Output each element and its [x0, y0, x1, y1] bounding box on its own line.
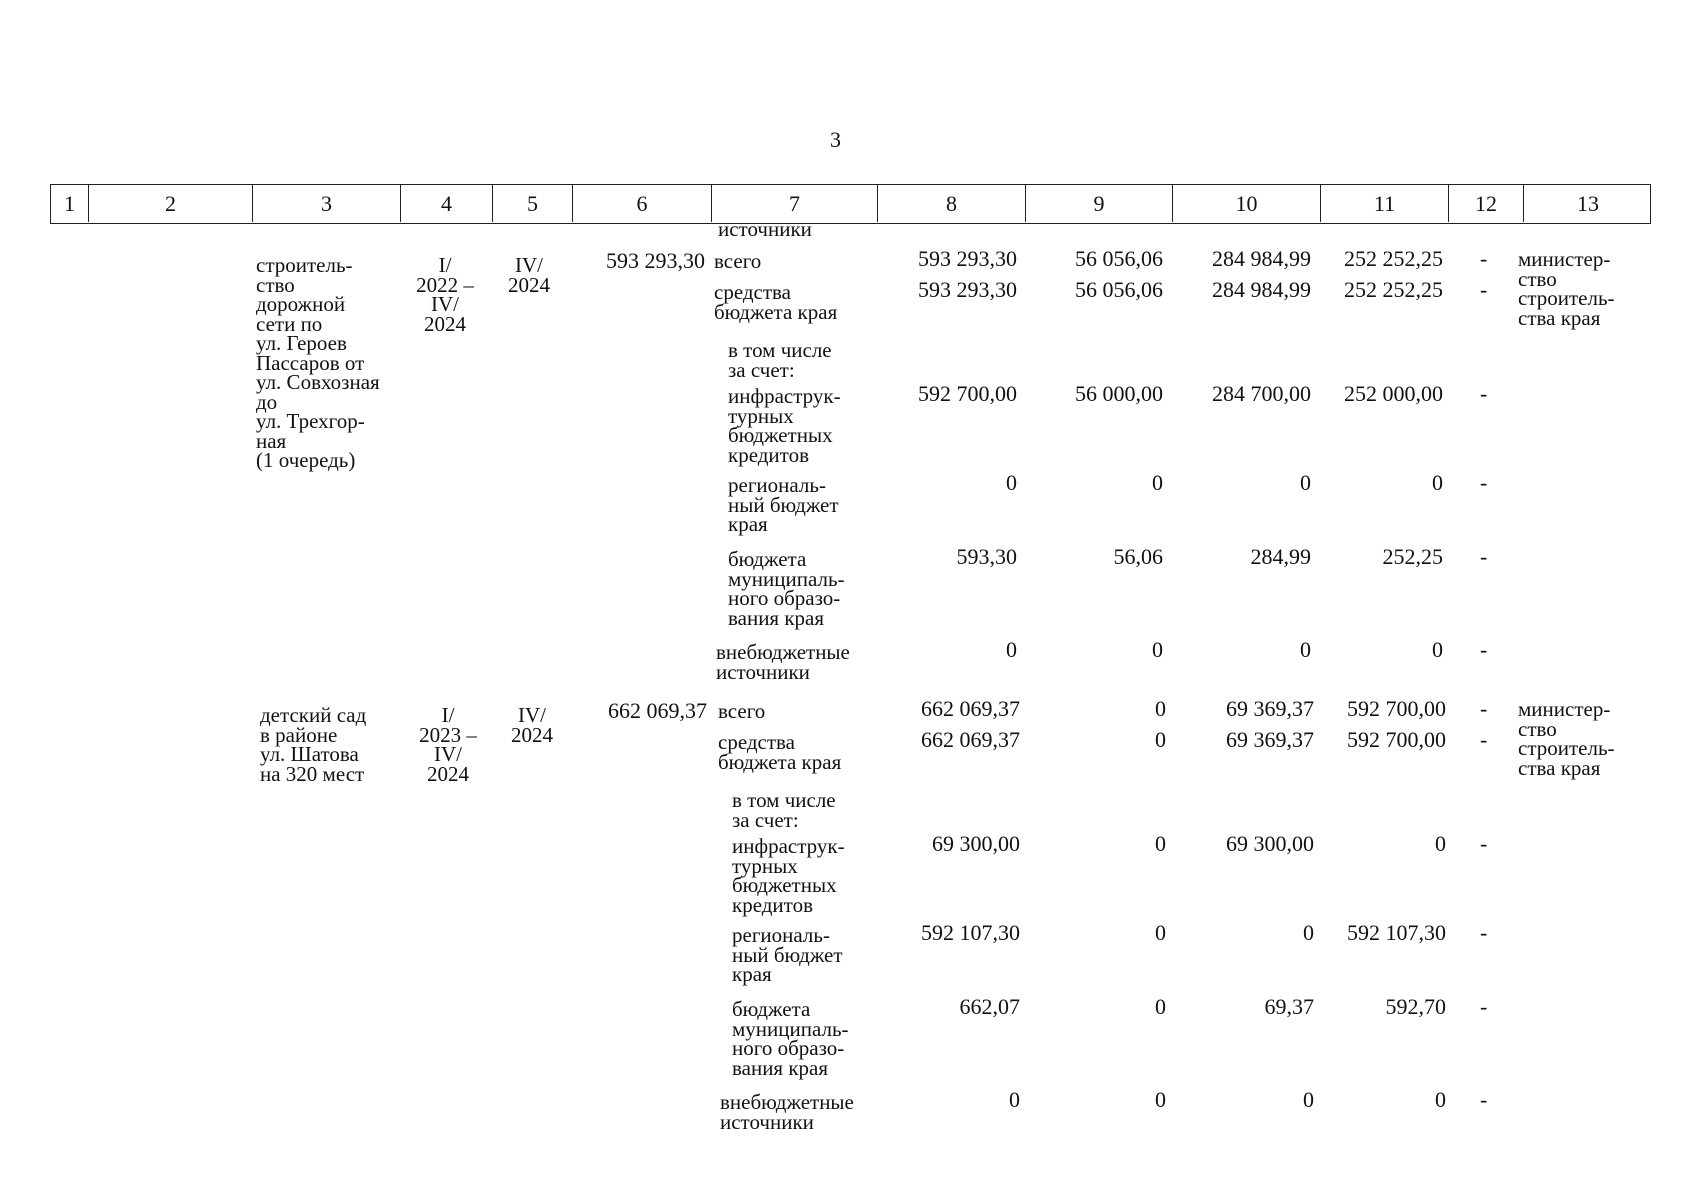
cell-c12: -	[1480, 246, 1488, 271]
project-name-line: сети по	[256, 311, 323, 336]
cell-c8: 592 107,30	[921, 920, 1020, 945]
funding-label	[728, 338, 832, 382]
cell-c10: 69 369,37	[1226, 696, 1314, 721]
cell-c12: -	[1480, 994, 1488, 1019]
cell-c8: 662,07	[959, 994, 1020, 1019]
funding-label-line: региональ-	[728, 473, 826, 497]
header-col-9: 9	[1026, 185, 1173, 222]
cell-c11: 0	[1435, 831, 1446, 856]
funding-label-line: средства	[714, 280, 792, 304]
funding-label-line: всего	[718, 699, 766, 723]
cell-c11: 252,25	[1382, 544, 1443, 569]
cell-c12: -	[1480, 696, 1488, 721]
cell-c9: 56 000,00	[1075, 381, 1163, 406]
header-col-10: 10	[1173, 185, 1321, 222]
cell-c11: 252 252,25	[1344, 277, 1443, 302]
table-header-row	[50, 184, 1651, 224]
funding-label-line: бюджета	[728, 547, 807, 571]
cell-c12: -	[1480, 637, 1488, 662]
cell-c11: 592,70	[1385, 994, 1446, 1019]
project-name-line: на 320 мест	[260, 761, 365, 786]
project-start-line: IV/	[431, 292, 459, 316]
responsible-org-line: ства края	[1518, 305, 1601, 330]
header-col-11: 11	[1321, 185, 1449, 222]
funding-label-line: бюджета края	[718, 749, 842, 774]
cell-c8: 662 069,37	[921, 727, 1020, 752]
responsible-org-line: министер-	[1518, 697, 1611, 721]
header-col-2: 2	[89, 185, 253, 222]
project-name-line: ул. Трехгор-	[256, 409, 365, 433]
cell-c12: -	[1480, 1087, 1488, 1112]
page-number: 3	[830, 127, 841, 152]
responsible-org-line: ство	[1518, 266, 1557, 291]
cell-c12: -	[1480, 920, 1488, 945]
responsible-org-line: министер-	[1518, 247, 1611, 271]
cell-c12: -	[1480, 470, 1488, 495]
cell-c9: 56,06	[1113, 544, 1163, 569]
project-start-line: I/	[438, 253, 452, 277]
funding-label-line: бюджетных	[732, 873, 837, 897]
header-col-8: 8	[878, 185, 1026, 222]
cell-c11: 252 252,25	[1344, 246, 1443, 271]
cell-c12: -	[1480, 544, 1488, 569]
funding-label-line: бюджета	[732, 997, 811, 1021]
cell-c8: 0	[1006, 637, 1017, 662]
funding-label	[718, 699, 766, 723]
funding-label-line: средства	[718, 730, 796, 754]
funding-label-line: инфраструк-	[728, 384, 841, 408]
funding-label-line: бюджетных	[728, 423, 833, 447]
cell-c10: 69,37	[1264, 994, 1314, 1019]
cell-c10: 0	[1300, 637, 1311, 662]
funding-label-line: за счет:	[728, 357, 795, 382]
project-end-line: 2024	[508, 272, 550, 297]
funding-label-line: края	[728, 512, 768, 536]
project-start-line: 2024	[424, 311, 466, 336]
project-estimate: 593 293,30	[606, 248, 705, 273]
cell-c8: 0	[1009, 1087, 1020, 1112]
cell-c12: -	[1480, 727, 1488, 752]
project-start	[408, 703, 488, 786]
funding-label-line: внебюджетные	[720, 1090, 854, 1114]
cell-c8: 593 293,30	[918, 246, 1017, 271]
funding-label-line: турных	[732, 853, 798, 878]
cell-c9: 56 056,06	[1075, 277, 1163, 302]
funding-label-line: за счет:	[732, 807, 799, 832]
cell-c10: 0	[1303, 1087, 1314, 1112]
cell-c8: 69 300,00	[932, 831, 1020, 856]
responsible-org	[1518, 247, 1615, 330]
cell-c9: 0	[1152, 470, 1163, 495]
header-col-7: 7	[712, 185, 878, 222]
funding-label-line: источники	[720, 1109, 814, 1134]
responsible-org	[1518, 697, 1615, 780]
header-col-13: 13	[1577, 191, 1599, 216]
funding-label-line: кредитов	[728, 442, 809, 467]
cell-c8: 592 700,00	[918, 381, 1017, 406]
project-start-line: I/	[441, 703, 455, 727]
funding-label-line: внебюджетные	[716, 640, 850, 664]
funding-label-line: ного образо-	[728, 586, 841, 610]
funding-label-line: бюджета края	[714, 299, 838, 324]
cell-c11: 592 700,00	[1347, 727, 1446, 752]
funding-label	[714, 249, 762, 273]
cell-c10: 0	[1303, 920, 1314, 945]
cell-c9: 0	[1155, 920, 1166, 945]
continuation-label: источники	[718, 217, 812, 241]
cell-c10: 284 984,99	[1212, 246, 1311, 271]
responsible-org-line: ства края	[1518, 755, 1601, 780]
header-col-1: 1	[51, 185, 89, 222]
cell-c10: 69 369,37	[1226, 727, 1314, 752]
cell-c9: 0	[1155, 994, 1166, 1019]
responsible-org-line: строитель-	[1518, 736, 1615, 760]
cell-c9: 0	[1155, 696, 1166, 721]
project-name	[260, 703, 367, 786]
cell-c9: 0	[1155, 727, 1166, 752]
cell-c9: 0	[1155, 1087, 1166, 1112]
cell-c10: 284 984,99	[1212, 277, 1311, 302]
funding-label-line: муниципаль-	[728, 566, 845, 591]
funding-label-line: турных	[728, 403, 794, 428]
funding-label-line: источники	[716, 659, 810, 684]
responsible-org-line: ство	[1518, 716, 1557, 741]
header-col-4: 4	[401, 185, 493, 222]
project-start	[405, 253, 485, 336]
funding-label	[732, 788, 836, 832]
project-name-line: детский сад	[260, 703, 367, 727]
funding-label-line: кредитов	[732, 892, 813, 917]
funding-label-line: региональ-	[732, 923, 830, 947]
cell-c12: -	[1480, 831, 1488, 856]
project-estimate: 662 069,37	[608, 698, 707, 723]
project-name-line: ул. Героев	[256, 331, 347, 355]
funding-label-line: вания края	[732, 1055, 829, 1080]
header-col-5: 5	[493, 185, 573, 222]
project-end-line: IV/	[515, 253, 543, 277]
funding-label-line: всего	[714, 249, 762, 273]
project-start-line: 2022 –	[416, 272, 474, 297]
project-name-line: (1 очередь)	[256, 448, 356, 472]
cell-c8: 0	[1006, 470, 1017, 495]
cell-c10: 284 700,00	[1212, 381, 1311, 406]
funding-label-line: ного образо-	[732, 1036, 845, 1060]
cell-c11: 0	[1435, 1087, 1446, 1112]
funding-label-line: в том числе	[732, 788, 836, 812]
cell-c11: 252 000,00	[1344, 381, 1443, 406]
header-col-6: 6	[573, 185, 712, 222]
project-name-line: ул. Совхозная	[256, 370, 380, 394]
project-name-line: ная	[256, 428, 287, 453]
project-end-line: IV/	[518, 703, 546, 727]
funding-label-line: в том числе	[728, 338, 832, 362]
project-name-line: строитель-	[256, 253, 353, 277]
cell-c12: -	[1480, 277, 1488, 302]
project-name-line: ство	[256, 272, 295, 297]
funding-label-line: муниципаль-	[732, 1016, 849, 1041]
cell-c10: 69 300,00	[1226, 831, 1314, 856]
cell-c9: 0	[1152, 637, 1163, 662]
project-start-line: 2023 –	[419, 722, 477, 747]
funding-label-line: края	[732, 962, 772, 986]
funding-label-line: ный бюджет	[728, 492, 839, 517]
project-start-line: IV/	[434, 742, 462, 766]
cell-c11: 592 700,00	[1347, 696, 1446, 721]
project-name	[256, 253, 380, 472]
funding-label-line: инфраструк-	[732, 834, 845, 858]
cell-c11: 0	[1432, 470, 1443, 495]
project-name-line: дорожной	[256, 292, 346, 316]
cell-c11: 592 107,30	[1347, 920, 1446, 945]
cell-c11: 0	[1432, 637, 1443, 662]
responsible-org-line: строитель-	[1518, 286, 1615, 310]
project-end-line: 2024	[511, 722, 553, 747]
cell-c10: 0	[1300, 470, 1311, 495]
funding-label-line: ный бюджет	[732, 942, 843, 967]
project-name-line: до	[256, 389, 278, 414]
header-col-12: 12	[1449, 185, 1524, 222]
cell-c10: 284,99	[1250, 544, 1311, 569]
cell-c8: 662 069,37	[921, 696, 1020, 721]
cell-c8: 593,30	[956, 544, 1017, 569]
project-name-line: Пассаров от	[256, 350, 365, 375]
cell-c9: 0	[1155, 831, 1166, 856]
cell-c8: 593 293,30	[918, 277, 1017, 302]
project-start-line: 2024	[427, 761, 469, 786]
header-col-3: 3	[253, 185, 401, 222]
funding-label-line: вания края	[728, 605, 825, 630]
project-name-line: ул. Шатова	[260, 742, 359, 766]
project-name-line: в районе	[260, 722, 338, 747]
cell-c12: -	[1480, 381, 1488, 406]
cell-c9: 56 056,06	[1075, 246, 1163, 271]
